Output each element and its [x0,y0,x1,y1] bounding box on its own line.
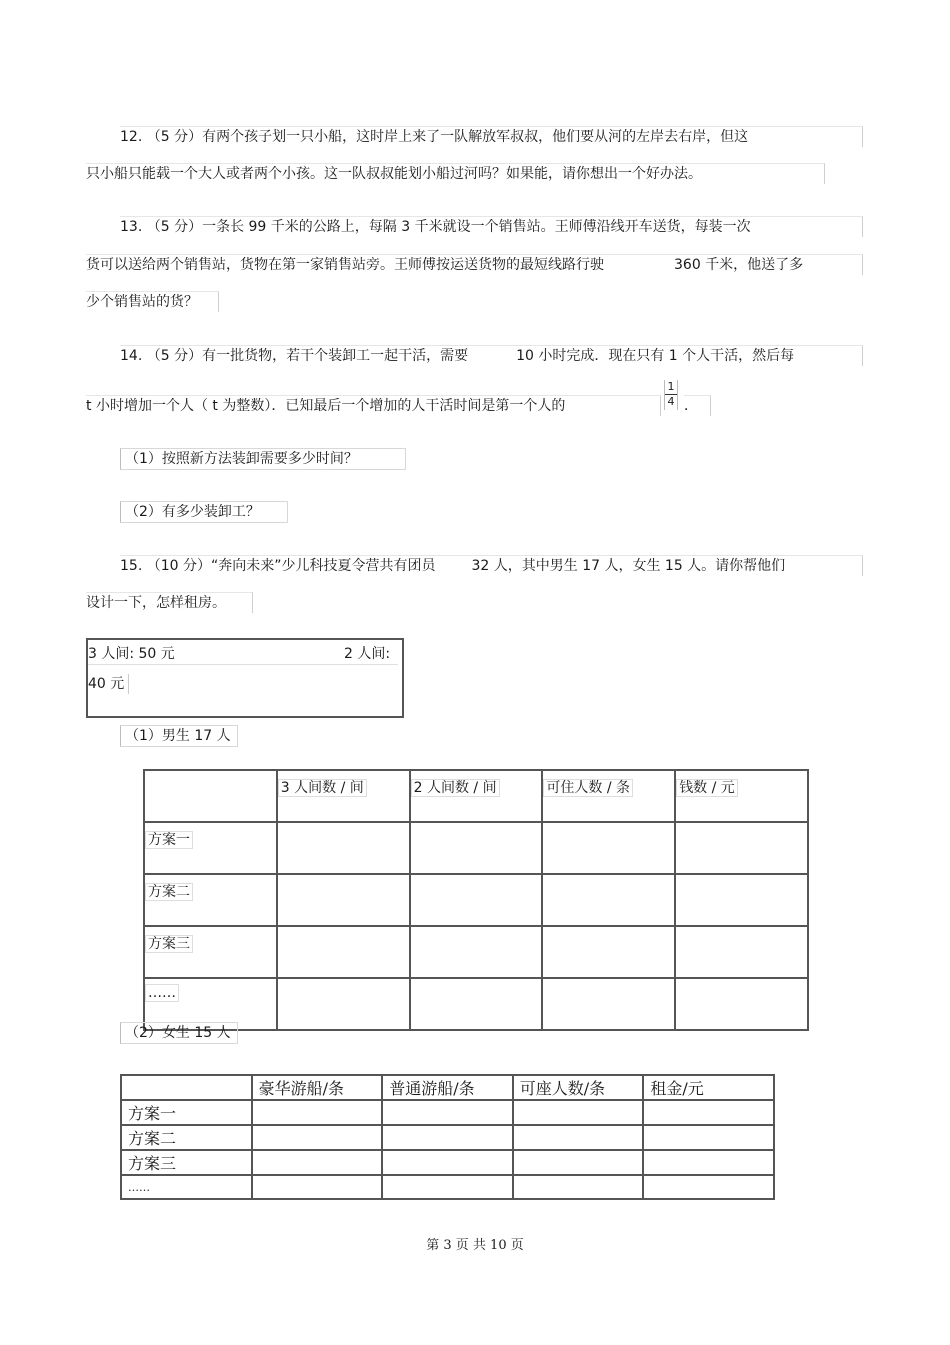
table-cell[interactable] [252,1125,383,1150]
table-cell[interactable] [277,874,410,926]
table-cell[interactable] [382,1125,513,1150]
fraction-denominator: 4 [667,395,675,408]
table-row [144,926,808,978]
q13-line1: 13. （5 分）一条长 99 千米的公路上，每隔 3 千米就设一个销售站。王师傅沿线开车送货，每装一次 [120,216,863,237]
table-cell[interactable] [252,1175,383,1199]
q14-line1a: 14. （5 分）有一批货物，若干个装卸工一起干活，需要 [120,348,469,364]
table-cell[interactable] [675,874,808,926]
table-cell[interactable] [643,1150,774,1175]
table-header-cell: 3 人间数 / 间 [277,770,410,822]
table-cell[interactable] [410,874,543,926]
q14-sub2: （2）有多少装卸工？ [120,501,288,523]
table-header-row [121,1075,774,1100]
table-cell[interactable] [410,978,543,1030]
boys-plan-table [143,769,809,1031]
table-cell[interactable] [513,1175,644,1199]
q14-sub1: （1）按照新方法装卸需要多少时间？ [120,448,406,470]
table-row [144,874,808,926]
table-cell[interactable] [643,1125,774,1150]
row-label: …… [121,1175,252,1199]
table-row [121,1125,774,1150]
table-header-cell: 豪华游船/条 [252,1075,383,1100]
fraction-numerator: 1 [665,380,677,395]
table-cell[interactable] [643,1175,774,1199]
table-cell[interactable] [675,978,808,1030]
room-price-box [86,638,404,718]
table-cell[interactable] [277,978,410,1030]
table-cell[interactable] [675,926,808,978]
q15-line2: 设计一下，怎样租房。 [86,592,253,613]
table-row [121,1150,774,1175]
q13-line2b: 360 千米，他送了多 [674,257,804,273]
table-cell[interactable] [382,1150,513,1175]
row-label: 方案一 [121,1100,252,1125]
table-header-cell [121,1075,252,1100]
q13-line2 [86,254,863,275]
table-cell[interactable] [513,1125,644,1150]
table-row [121,1100,774,1125]
table-cell[interactable] [252,1150,383,1175]
price-line [88,644,398,665]
table-cell[interactable] [410,822,543,874]
q12-line1: 12. （5 分）有两个孩子划一只小船，这时岸上来了一队解放军叔叔，他们要从河的左岸去右岸，但这 [120,126,863,147]
row-label: …… [144,978,277,1030]
table-cell[interactable] [675,822,808,874]
row-label: 方案一 [144,822,277,874]
table-row [144,822,808,874]
table-cell[interactable] [513,1150,644,1175]
price-2-person-label: 2 人间: [344,646,391,662]
q15-line1 [120,555,863,576]
table-cell[interactable] [277,822,410,874]
q13-line2a: 货可以送给两个销售站，货物在第一家销售站旁。王师傅按运送货物的最短线路行驶 [86,257,604,273]
table-cell[interactable] [277,926,410,978]
q14-line2-end: ． [684,395,711,416]
row-label: 方案二 [121,1125,252,1150]
table-cell[interactable] [382,1175,513,1199]
table-header-row [144,770,808,822]
table-cell[interactable] [643,1100,774,1125]
row-label: 方案二 [144,874,277,926]
table-header-cell: 普通游船/条 [382,1075,513,1100]
table-cell[interactable] [542,874,675,926]
table-header-cell: 租金/元 [643,1075,774,1100]
q15-sub2: （2）女生 15 人 [120,1022,238,1044]
q15-sub1: （1）男生 17 人 [120,725,238,747]
fraction-one-quarter [664,380,678,410]
q15-line1b: 32 人，其中男生 17 人，女生 15 人。请你帮他们 [471,558,786,574]
table-cell[interactable] [513,1100,644,1125]
girls-plan-table [120,1074,775,1200]
q12-line2: 只小船只能载一个大人或者两个小孩。这一队叔叔能划小船过河吗？如果能，请你想出一个好办法。 [86,163,825,184]
row-label: 方案三 [121,1150,252,1175]
table-cell[interactable] [252,1100,383,1125]
table-row [121,1175,774,1199]
table-cell[interactable] [542,822,675,874]
row-label: 方案三 [144,926,277,978]
q14-line1 [120,345,863,366]
price-3-person: 3 人间: 50 元 [88,646,175,662]
q14-line1b: 10 小时完成．现在只有 1 个人干活，然后每 [516,348,795,364]
q13-line3: 少个销售站的货？ [86,291,219,312]
q15-line1a: 15. （10 分）“奔向未来”少儿科技夏令营共有团员 [120,558,436,574]
table-cell[interactable] [542,926,675,978]
q14-line2: t 小时增加一个人（ t 为整数）．已知最后一个增加的人干活时间是第一个人的 [86,395,661,416]
table-header-cell: 钱数 / 元 [675,770,808,822]
table-row [144,978,808,1030]
table-cell[interactable] [382,1100,513,1125]
table-header-cell: 可住人数 / 条 [542,770,675,822]
price-2-person-value: 40 元 [88,674,129,694]
table-header-cell: 可座人数/条 [513,1075,644,1100]
table-header-cell: 2 人间数 / 间 [410,770,543,822]
table-cell[interactable] [410,926,543,978]
table-cell[interactable] [542,978,675,1030]
table-header-cell [144,770,277,822]
page-footer: 第 3 页 共 10 页 [426,1238,524,1253]
